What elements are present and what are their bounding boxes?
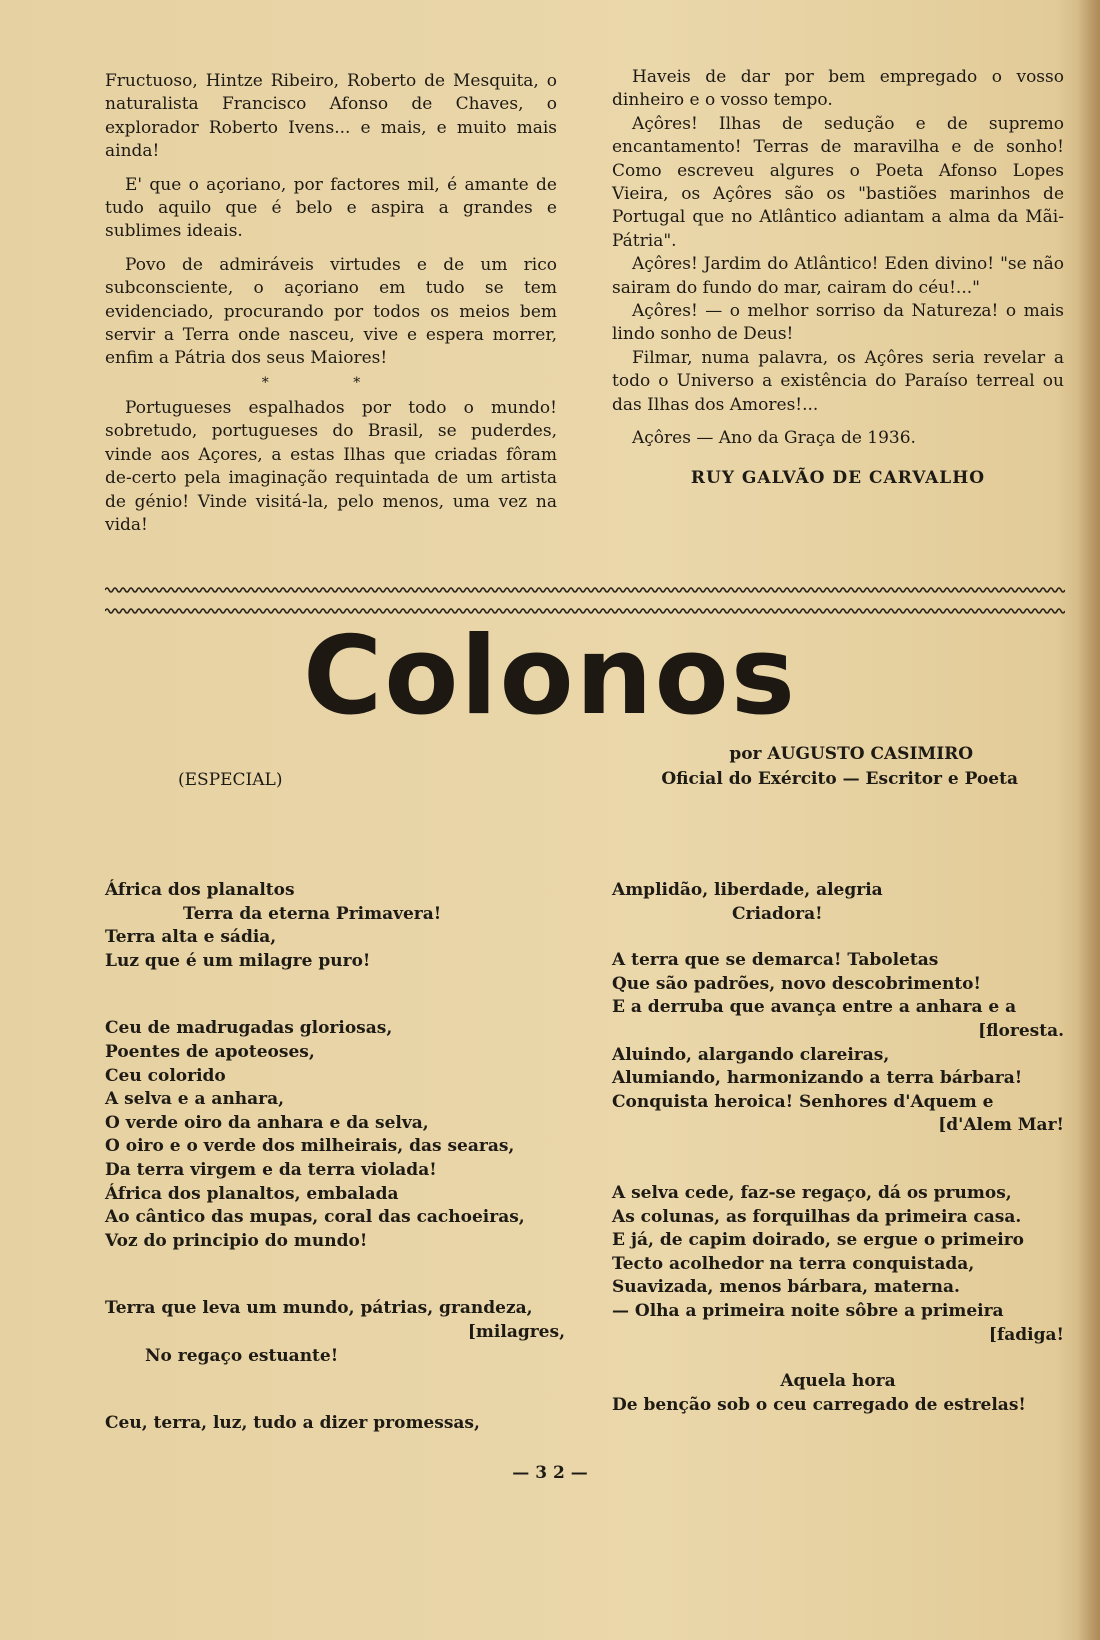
prose-paragraph: Açôres! — o melhor sorriso da Natureza! o mais lindo sonho de Deus! [612, 301, 1064, 345]
poem-line: Aquela hora [780, 1371, 896, 1392]
poem-line: Criadora! [732, 903, 823, 924]
poem-line: No regaço estuante! [145, 1345, 339, 1366]
poem-line: [fadiga! [988, 1324, 1064, 1345]
section-stars: * * [261, 374, 401, 391]
poem-line: Terra que leva um mundo, pátrias, grandeza, [105, 1298, 533, 1319]
poem-line: Da terra virgem e da terra violada! [105, 1159, 437, 1180]
article-title: Colonos [302, 614, 798, 739]
poem-line: A selva cede, faz-se regaço, dá os prumos, [612, 1182, 1012, 1203]
author-name: por AUGUSTO CASIMIRO [729, 744, 974, 764]
prose-paragraph: Açôres! Jardim do Atlântico! Eden divino! "se não sairam do fundo do mar, cairam do céu!..." [612, 254, 1064, 298]
poem-line: A selva e a anhara, [105, 1089, 285, 1110]
right-prose-column [612, 66, 1064, 490]
prose-paragraph: Portugueses espalhados por todo o mundo! sobretudo, portugueses do Brasil, se puderdes, vinde aos Açores, a estas Ilhas que criadas fôram de-certo pela imaginação requintada de um artista de génio! Vinde visitá-la, pelo menos, uma vez na vida! [105, 397, 557, 535]
poem-line: Terra da eterna Primavera! [183, 903, 442, 924]
poem-line: [d'Alem Mar! [938, 1115, 1064, 1136]
prose-paragraph: Açôres! Ilhas de sedução e de supremo encantamento! Terras de maravilha e de sonho! Como escreveu algures o Poeta Afonso Lopes Vieira, os Açôres são os "bastiões marinhos de Portugal que no Atlântico adiantam a alma da Mãi-Pátria". [612, 113, 1064, 251]
poem-line: Aluindo, alargando clareiras, [612, 1044, 890, 1065]
author-description: Oficial do Exército — Escritor e Poeta [661, 769, 1018, 789]
prose-paragraph: E' que o açoriano, por factores mil, é amante de tudo aquilo que é belo e aspira a grandes e sublimes ideais. [105, 174, 557, 242]
author-signature: RUY GALVÃO DE CARVALHO [690, 467, 986, 488]
poem-line: Poentes de apoteoses, [105, 1041, 315, 1062]
wavy-divider-top [105, 585, 1065, 595]
page-number: — 3 2 — [512, 1463, 588, 1483]
poem-line: África dos planaltos [105, 880, 295, 900]
poem-line: Alumiando, harmonizando a terra bárbara! [612, 1068, 1023, 1089]
poem-line: Tecto acolhedor na terra conquistada, [612, 1253, 975, 1274]
poem-line: Ao cântico das mupas, coral das cachoeiras, [105, 1207, 525, 1228]
poem-line: Ceu colorido [105, 1065, 226, 1086]
page-edge-shadow [1078, 0, 1100, 1640]
poem-line: A terra que se demarca! Taboletas [612, 950, 939, 971]
poem-line: Terra alta e sádia, [105, 927, 277, 948]
poem-line: Voz do principio do mundo! [105, 1230, 368, 1251]
prose-paragraph: Filmar, numa palavra, os Açôres seria revelar a todo o Universo a existência do Paraíso terreal ou das Ilhas dos Amores!... [612, 347, 1064, 415]
poem-line: O oiro e o verde dos milheirais, das searas, [105, 1136, 515, 1157]
poem-line: África dos planaltos, embalada [105, 1183, 399, 1204]
poem-line: Suavizada, menos bárbara, materna. [612, 1277, 960, 1298]
prose-paragraph: Haveis de dar por bem empregado o vosso dinheiro e o vosso tempo. [612, 67, 1064, 111]
prose-paragraph: Povo de admiráveis virtudes e de um rico subconsciente, o açoriano em tudo se tem evidenciado, procurando por todos os meios bem servir a Terra onde nasceu, vive e espera morrer, enfim a Pátria dos seus Maiores! [105, 254, 557, 369]
poem-line: Que são padrões, novo descobrimento! [612, 973, 981, 994]
poem-line: [milagres, [467, 1321, 565, 1342]
poem-line: Ceu, terra, luz, tudo a dizer promessas, [105, 1413, 480, 1434]
poem-line: E a derruba que avança entre a anhara e a [612, 997, 1017, 1018]
left-prose-column [105, 70, 557, 547]
poem-line: Ceu de madrugadas gloriosas, [105, 1018, 393, 1039]
poem-line: Luz que é um milagre puro! [105, 950, 371, 971]
poem-line: O verde oiro da anhara e da selva, [105, 1112, 429, 1133]
byline [661, 742, 1018, 792]
dateline: Açôres — Ano da Graça de 1936. [632, 428, 916, 449]
poem-right-column [612, 879, 1064, 1417]
especial-label: (ESPECIAL) [178, 770, 283, 790]
poem-line: De benção sob o ceu carregado de estrelas! [612, 1394, 1026, 1415]
poem-left-column [105, 879, 565, 1436]
poem-line: E já, de capim doirado, se ergue o primeiro [612, 1230, 1025, 1251]
poem-line: [floresta. [978, 1020, 1064, 1041]
poem-line: As colunas, as forquilhas da primeira casa. [612, 1206, 1022, 1227]
poem-line: — Olha a primeira noite sôbre a primeira [612, 1300, 1004, 1321]
poem-line: Conquista heroica! Senhores d'Aquem e [612, 1091, 994, 1112]
poem-line: Amplidão, liberdade, alegria [612, 880, 883, 900]
prose-paragraph: Fructuoso, Hintze Ribeiro, Roberto de Mesquita, o naturalista Francisco Afonso de Chaves, o explorador Roberto Ivens... e mais, e muito mais ainda! [105, 71, 557, 162]
